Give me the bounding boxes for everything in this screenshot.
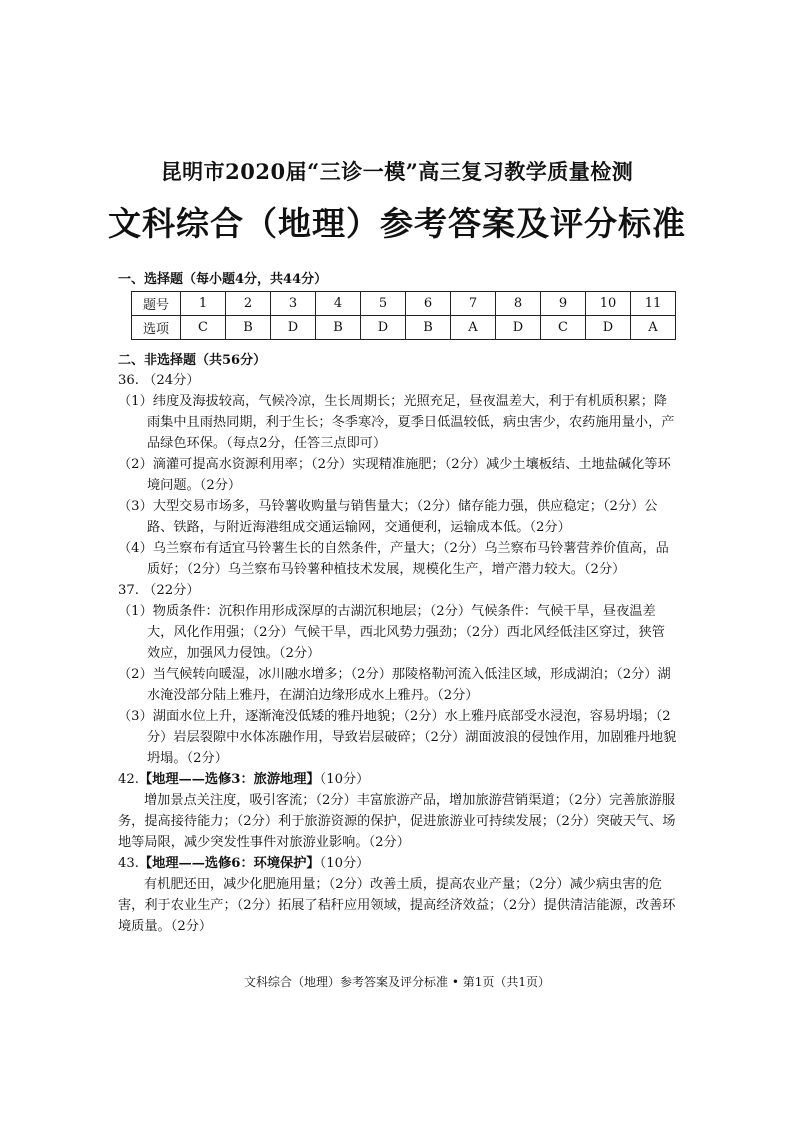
table-row-answers	[132, 316, 676, 340]
question-number: 2	[226, 292, 271, 316]
question-number: 4	[316, 292, 361, 316]
question-number: 3	[271, 292, 316, 316]
answer-cell: B	[316, 316, 361, 340]
page-footer: 文科综合（地理）参考答案及评分标准 • 第1页（共1页）	[244, 975, 550, 989]
q36-item-1: （1）纬度及海拔较高，气候冷凉，生长周期长；光照充足，昼夜温差大，利于有机质积累；降雨集中且雨热同期，利于生长；冬季寒冷，夏季日低温较低，病虫害少，农药施用量小，产品绿色环保。（每点2分，任答三点即可）	[118, 394, 675, 451]
q36-item-3: （3）大型交易市场多，马铃薯收购量与销售量大；（2分）储存能力强，供应稳定；（2分）公路、铁路，与附近海港组成交通运输网，交通便利，运输成本低。（2分）	[118, 499, 658, 535]
q37-item-2: （2）当气候转向暖湿，冰川融水增多；（2分）那陵格勒河流入低洼区域，形成湖泊；（2分）湖水淹没部分陆上雅丹，在湖泊边缘形成水上雅丹。（2分）	[118, 667, 671, 703]
answer-cell: B	[406, 316, 451, 340]
q42-score: （10分）	[319, 772, 370, 787]
row-label-numbers: 题号	[132, 292, 181, 316]
question-number: 5	[361, 292, 406, 316]
section2-body	[118, 370, 678, 937]
question-number: 11	[631, 292, 676, 316]
answer-cell: D	[361, 316, 406, 340]
question-number: 9	[541, 292, 586, 316]
answer-cell: D	[271, 316, 316, 340]
q37-item-1: （1）物质条件：沉积作用形成深厚的古湖沉积地层；（2分）气候条件：气候干旱，昼夜温差大，风化作用强；（2分）气候干旱，西北风势力强劲；（2分）西北风经低洼区穿过，狭管效应，加强风力侵蚀。（2分）	[118, 604, 665, 661]
q37-item-3: （3）湖面水位上升，逐渐淹没低矮的雅丹地貌；（2分）水上雅丹底部受水浸泡，容易坍塌；（2分）岩层裂隙中水体冻融作用，导致岩层破碎；（2分）湖面波浪的侵蚀作用，加剧雅丹地貌坍塌。（2分）	[118, 709, 677, 766]
section1-heading: 一、选择题（每小题4分，共44分）	[118, 272, 328, 287]
answer-cell: B	[226, 316, 271, 340]
answer-cell: D	[586, 316, 631, 340]
answer-cell: C	[541, 316, 586, 340]
question-number: 10	[586, 292, 631, 316]
q43-number: 43.	[118, 856, 139, 871]
question-number: 8	[496, 292, 541, 316]
answer-cell: A	[451, 316, 496, 340]
answer-table	[131, 291, 676, 340]
q42-number: 42.	[118, 772, 139, 787]
table-row-numbers	[132, 292, 676, 316]
section2-heading: 二、非选择题（共56分）	[118, 353, 267, 368]
q43-heading	[118, 853, 678, 874]
answer-cell: D	[496, 316, 541, 340]
question-number: 7	[451, 292, 496, 316]
question-number: 1	[181, 292, 226, 316]
q36-item-4: （4）乌兰察布有适宜马铃薯生长的自然条件，产量大；（2分）乌兰察布马铃薯营养价值高，品质好；（2分）乌兰察布马铃薯种植技术发展，规模化生产，增产潜力较大。（2分）	[118, 541, 669, 577]
exam-title: 昆明市2020届“三诊一模”高三复习教学质量检测	[160, 159, 634, 184]
question-number: 6	[406, 292, 451, 316]
q43-title: 【地理——选修6：环境保护】	[138, 856, 320, 871]
q43-answer: 有机肥还田，减少化肥施用量；（2分）改善土质，提高农业产量；（2分）减少病虫害的危害，利于农业生产；（2分）拓展了秸秆应用领域，提高经济效益；（2分）提供清洁能源，改善环境质量。（2分）	[118, 877, 676, 934]
q37-label: 37. （22分）	[118, 583, 200, 598]
q42-heading	[118, 769, 678, 790]
q43-score: （10分）	[319, 856, 370, 871]
q36-item-2: （2）滴灌可提高水资源利用率；（2分）实现精准施肥；（2分）减少土壤板结、土地盐碱化等环境问题。（2分）	[118, 457, 671, 493]
answer-cell: A	[631, 316, 676, 340]
document-title: 文科综合（地理）参考答案及评分标准	[108, 204, 686, 243]
q42-title: 【地理——选修3：旅游地理】	[138, 772, 320, 787]
answer-cell: C	[181, 316, 226, 340]
q36-label: 36. （24分）	[118, 373, 200, 388]
row-label-answers: 选项	[132, 316, 181, 340]
q42-answer: 增加景点关注度，吸引客流；（2分）丰富旅游产品，增加旅游营销渠道；（2分）完善旅游服务，提高接待能力；（2分）利于旅游资源的保护，促进旅游业可持续发展；（2分）突破天气、场地等局限，减少突发性事件对旅游业影响。（2分）	[118, 793, 676, 850]
